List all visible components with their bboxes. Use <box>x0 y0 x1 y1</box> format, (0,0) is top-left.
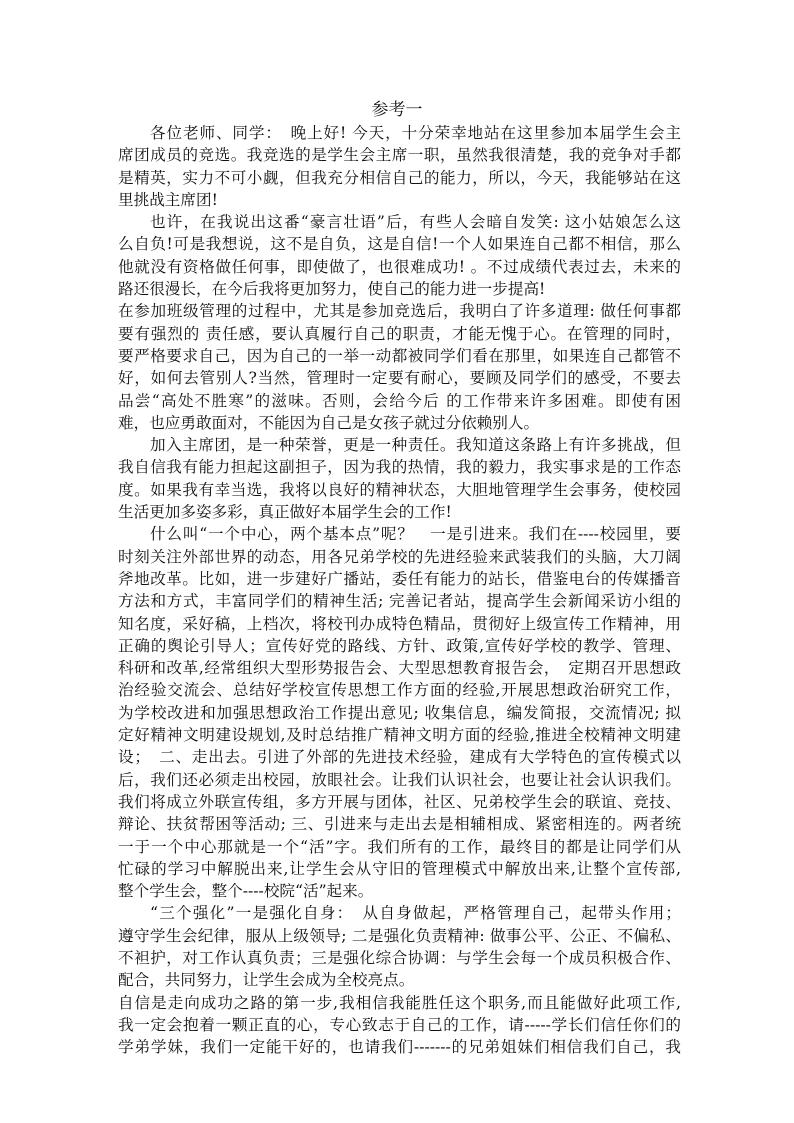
text-line: 忙碌的学习中解脱出来,让学生会从守旧的管理模式中解放出来,让整个宣传部, <box>118 859 681 878</box>
text-line: 他就没有资格做任何事，即使做了，也很难成功! 。不过成绩代表过去，未来的 <box>118 257 681 276</box>
text-line: 后，我们还必须走出校园，放眼社会。让我们认识社会，也要让社会认识我们。 <box>118 770 681 789</box>
text-line: 自信是走向成功之路的第一步,我相信我能胜任这个职务,而且能做好此项工作, <box>118 993 681 1012</box>
text-line: 知名度，采好稿，上档次，将校刊办成特色精品，贯彻好上级宣传工作精神，用 <box>118 614 681 633</box>
text-line: 品尝“高处不胜寒”的滋味。否则，会给今后 的工作带来许多困难。即使有困 <box>118 391 681 410</box>
text-line: 要严格要求自己，因为自己的一举一动都被同学们看在那里，如果连自己都管不 <box>118 346 681 365</box>
paragraph <box>118 300 681 434</box>
text-line: “三个强化”一是强化自身： 从自身做起，严格管理自己，起带头作用； <box>150 904 681 923</box>
text-line: 方法和方式，丰富同学们的精神生活; 完善记者站，提高学生会新闻采访小组的 <box>118 592 681 611</box>
paragraph <box>118 523 681 902</box>
text-line: 好，如何去管别人?当然，管理时一定要有耐心，要顾及同学们的感受，不要去 <box>118 369 681 388</box>
text-line: 时刻关注外部世界的动态，用各兄弟学校的先进经验来武装我们的头脑，大刀阔 <box>118 547 681 566</box>
text-line: 我们将成立外联宣传组，多方开展与团体，社区、兄弟校学生会的联谊、竞技、 <box>118 792 681 811</box>
text-line: 整个学生会，整个----校院“活”起来。 <box>118 882 374 901</box>
text-line: 么自负!可是我想说，这不是自负，这是自信!一个人如果连自己都不相信，那么 <box>118 235 681 254</box>
text-line: 设； 二、走出去。引进了外部的先进技术经验，建成有大学特色的宣传模式以 <box>118 748 681 767</box>
text-line: 要有强烈的 责任感，要认真履行自己的职责，才能无愧于心。在管理的同时， <box>118 324 681 343</box>
text-line: 路还很漫长，在今后我将更加努力，使自己的能力进一步提高! <box>118 280 546 299</box>
paragraph <box>118 992 681 1059</box>
text-line: 治经验交流会、总结好学校宣传思想工作方面的经验,开展思想政治研究工作， <box>118 681 681 700</box>
text-line: 加入主席团，是一种荣誉，更是一种责任。我知道这条路上有许多挑战，但 <box>150 436 681 455</box>
paragraph <box>118 902 681 991</box>
text-line: 为学校改进和加强思想政治工作提出意见; 收集信息，编发简报，交流情况; 拟 <box>118 703 681 722</box>
text-line: 一于一个中心那就是一个“活”字。我们所有的工作，最终目的都是让同学们从 <box>118 837 681 856</box>
text-line: 正确的舆论引导人；宣传好党的路线、方针、政策,宣传好学校的教学、管理、 <box>118 636 681 655</box>
text-line: 学弟学妹，我们一定能干好的，也请我们-------的兄弟姐妹们相信我们自己，我 <box>118 1038 681 1057</box>
text-line: 定好精神文明建设规划,及时总结推广精神文明方面的经验,推进全校精神文明建 <box>118 726 681 745</box>
text-line: 斧地改革。比如，进一步建好广播站，委任有能力的站长，借鉴电台的传媒播音 <box>118 569 681 588</box>
text-line: 我一定会抱着一颗正直的心，专心致志于自己的工作，请-----学长们信任你们的 <box>118 1015 681 1034</box>
text-line: 不袒护，对工作认真负责；三是强化综合协调：与学生会每一个成员积极合作、 <box>118 948 681 967</box>
paragraph <box>118 211 681 300</box>
text-line: 配合，共同努力，让学生会成为全校亮点。 <box>118 971 415 990</box>
document-body <box>118 122 681 1058</box>
document-title: 参考一 <box>371 100 423 120</box>
text-line: 遵守学生会纪律，服从上级领导; 二是强化负责精神: 做事公平、公正、不偏私、 <box>118 926 681 945</box>
text-line: 席团成员的竞选。我竞选的是学生会主席一职，虽然我很清楚，我的竞争对手都 <box>118 146 681 165</box>
text-line: 生活更加多姿多彩，真正做好本届学生会的工作! <box>118 503 452 522</box>
text-line: 在参加班级管理的过程中，尤其是参加竞选后，我明白了许多道理: 做任何事都 <box>118 302 681 321</box>
text-line: 是精英，实力不可小觑，但我充分相信自己的能力，所以，今天，我能够站在这 <box>118 168 681 187</box>
text-line: 什么叫“一个中心，两个基本点”呢？ 一是引进来。我们在----校园里，要 <box>150 525 681 544</box>
text-line: 科研和改革,经常组织大型形势报告会、大型思想教育报告会， 定期召开思想政 <box>118 659 681 678</box>
text-line: 也许，在我说出这番“豪言壮语”后，有些人会暗自发笑: 这小姑娘怎么这 <box>150 213 681 232</box>
paragraph <box>118 434 681 523</box>
text-line: 难，也应勇敢面对，不能因为自己是女孩子就过分依赖别人。 <box>118 413 540 432</box>
text-line: 辩论、扶贫帮困等活动; 三、引进来与走出去是相辅相成、紧密相连的。两者统 <box>118 815 681 834</box>
text-line: 度。如果我有幸当选，我将以良好的精神状态，大胆地管理学生会事务，使校园 <box>118 480 681 499</box>
text-line: 里挑战主席团! <box>118 190 218 209</box>
paragraph <box>118 122 681 211</box>
text-line: 各位老师、同学： 晚上好! 今天，十分荣幸地站在这里参加本届学生会主 <box>150 124 681 142</box>
text-line: 我自信我有能力担起这副担子，因为我的热情，我的毅力，我实事求是的工作态 <box>118 458 681 477</box>
